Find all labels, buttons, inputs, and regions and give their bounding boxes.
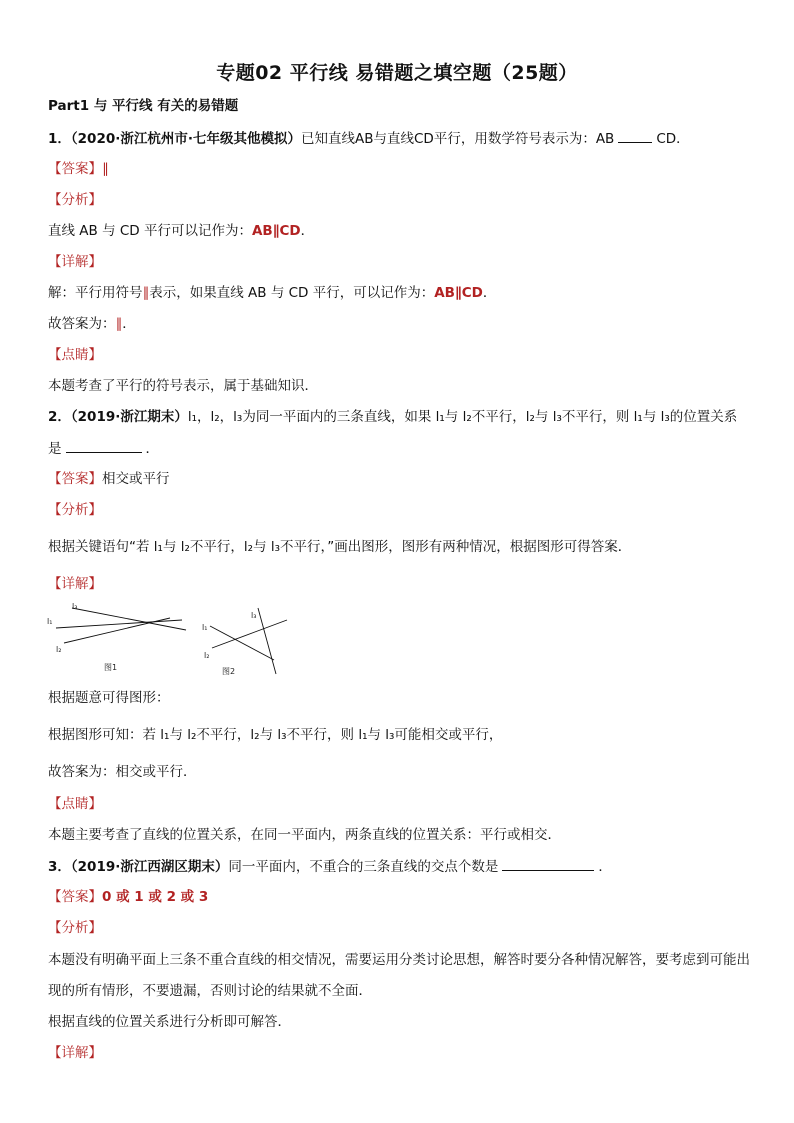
comment-tag: 【点睛】	[48, 347, 102, 363]
fig1-line-l1	[56, 620, 182, 628]
so-end: ．	[122, 316, 136, 332]
fig1-label-l2: l₂	[56, 645, 62, 654]
answer-line	[48, 469, 754, 489]
answer-tag: 【答案】	[48, 889, 102, 905]
fig2-label-l2: l₂	[204, 651, 210, 660]
comment-tag: 【点睛】	[48, 796, 102, 812]
so-highlight: ∥	[115, 316, 123, 332]
analysis-text	[48, 221, 754, 241]
analysis-text-2: 现的所有情形，不要遗漏，否则讨论的结果就不全面．	[48, 983, 372, 999]
answer-blank	[502, 856, 594, 871]
answer-blank	[66, 438, 142, 453]
answer-line	[48, 159, 754, 179]
question-2	[48, 407, 754, 427]
part-heading: Part1 与 平行线 有关的易错题	[48, 98, 239, 114]
answer-tag: 【答案】	[48, 161, 102, 177]
question-text2: 是	[48, 441, 62, 457]
question-number: 2．	[48, 409, 71, 425]
fig1-caption: 图1	[104, 663, 118, 672]
detail-pre: 解：平行用符号	[48, 285, 143, 301]
question-number: 1．	[48, 131, 71, 147]
detail-tag: 【详解】	[48, 576, 102, 592]
detail-text-2: 根据图形可知：若 l₁与 l₂不平行，l₂与 l₃不平行，则 l₁与 l₃可能相交或平行，	[48, 727, 503, 743]
question-source: （2020·浙江杭州市·七年级其他模拟）	[70, 131, 301, 147]
analysis-text-1: 本题没有明确平面上三条不重合直线的相交情况，需要运用分类讨论思想，解答时要分各种情况解答，要考虑到可能出	[48, 952, 750, 968]
detail-end: ．	[482, 285, 497, 301]
fig2-line-l3	[258, 608, 276, 674]
question-text: 同一平面内，不重合的三条直线的交点个数是	[228, 859, 499, 875]
answer-line	[48, 887, 754, 907]
answer-value: ∥	[102, 161, 109, 177]
so-answer: 故答案为：相交或平行．	[48, 764, 197, 780]
analysis-pre: 直线 AB 与 CD 平行可以记作为：	[48, 223, 252, 239]
question-3	[48, 856, 754, 877]
fig2-caption: 图2	[222, 667, 236, 676]
analysis-text: 根据关键语句“若 l₁与 l₂不平行，l₂与 l₃不平行，”画出图形，图形有两种情况，根据图形可得答案．	[48, 539, 632, 555]
answer-blank	[618, 128, 652, 143]
detail-text-1: 根据题意可得图形：	[48, 690, 170, 706]
question-source: （2019·浙江西湖区期末）	[70, 859, 229, 875]
detail-text	[48, 283, 754, 303]
fig1-line-l3	[72, 608, 186, 630]
question-text: l₁，l₂，l₃为同一平面内的三条直线，如果 l₁与 l₂不平行，l₂与 l₃不平行，则 l₁与 l₃的位置关系	[187, 409, 738, 425]
fig2-label-l1: l₁	[202, 623, 208, 632]
detail-tag: 【详解】	[48, 1045, 102, 1061]
fig1-label-l1: l₁	[47, 617, 53, 626]
question-text-end: ．	[598, 859, 612, 875]
detail-highlight: AB∥CD	[434, 285, 483, 301]
so-answer	[48, 314, 754, 334]
detail-symbol: ∥	[142, 285, 150, 301]
fig2-line-l2	[212, 620, 287, 648]
question-text: 已知直线AB与直线CD平行，用数学符号表示为：AB	[301, 131, 615, 147]
question-text2-end: ．	[145, 441, 159, 457]
analysis-text-3: 根据直线的位置关系进行分析即可解答．	[48, 1014, 291, 1030]
analysis-tag: 【分析】	[48, 502, 102, 518]
question-source: （2019·浙江期末）	[70, 409, 188, 425]
line-figures	[44, 600, 294, 680]
analysis-tag: 【分析】	[48, 192, 102, 208]
fig1-label-l3: l₃	[72, 602, 78, 611]
figure-2	[202, 608, 287, 676]
so-pre: 故答案为：	[48, 316, 116, 332]
question-2-line2	[48, 438, 754, 459]
question-text-end: CD．	[656, 131, 690, 147]
fig1-line-l2	[64, 618, 170, 643]
comment-text: 本题主要考查了直线的位置关系，在同一平面内，两条直线的位置关系：平行或相交．	[48, 827, 561, 843]
answer-tag: 【答案】	[48, 471, 102, 487]
fig2-label-l3: l₃	[251, 611, 257, 620]
question-1	[48, 128, 754, 149]
analysis-end: ．	[300, 223, 315, 239]
answer-value: 相交或平行	[102, 471, 170, 487]
page-title: 专题02 平行线 易错题之填空题（25题）	[216, 62, 578, 84]
detail-tag: 【详解】	[48, 254, 102, 270]
analysis-tag: 【分析】	[48, 920, 102, 936]
comment-text: 本题考查了平行的符号表示，属于基础知识．	[48, 378, 318, 394]
detail-mid: 表示，如果直线 AB 与 CD 平行，可以记作为：	[149, 285, 435, 301]
analysis-highlight: AB∥CD	[251, 223, 301, 239]
answer-value: 0 或 1 或 2 或 3	[102, 889, 209, 905]
question-number: 3．	[48, 859, 71, 875]
figure-1	[47, 602, 186, 672]
